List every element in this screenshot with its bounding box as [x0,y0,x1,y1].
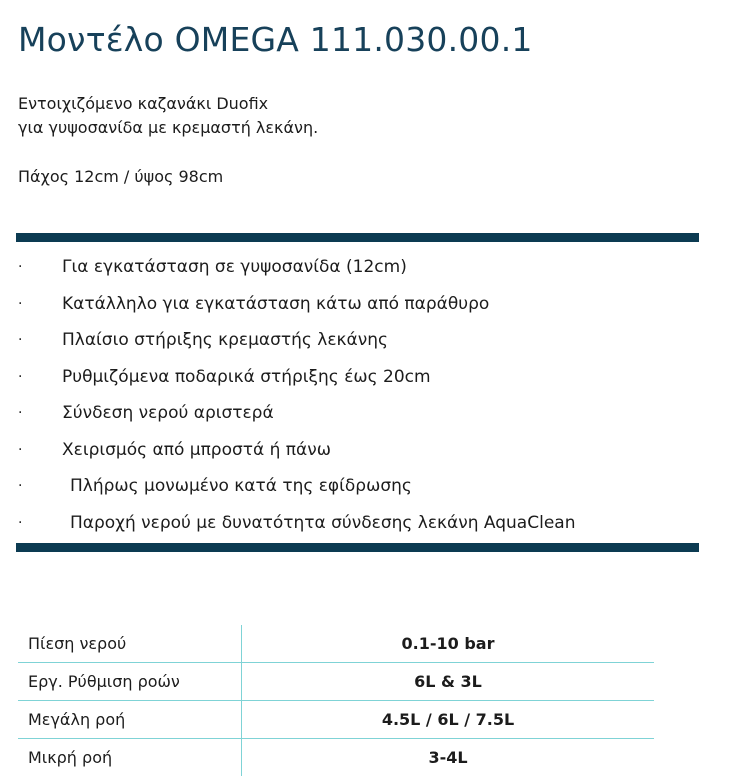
product-description [18,92,318,140]
table-row [18,663,654,701]
spec-value: 3-4L [242,739,655,776]
bullet-icon: · [18,368,23,385]
feature-item [16,511,706,548]
feature-text: Παροχή νερού με δυνατότητα σύνδεσης λεκάνη AquaClean [70,512,576,533]
spec-value: 0.1-10 bar [242,625,655,663]
feature-text: Για εγκατάσταση σε γυψοσανίδα (12cm) [62,257,407,277]
feature-text: Ρυθμιζόμενα ποδαρικά στήριξης έως 20cm [62,366,431,387]
feature-item [16,401,706,438]
feature-text: Πλήρως μονωμένο κατά της εφίδρωσης [70,476,412,496]
feature-text: Πλαίσιο στήριξης κρεμαστής λεκάνης [62,330,389,350]
bullet-icon: · [18,405,23,421]
feature-item [16,255,706,292]
feature-item [16,438,706,475]
table-row [18,625,654,663]
product-dimensions: Πάχος 12cm / ύψος 98cm [18,167,224,186]
bullet-icon: · [18,441,23,458]
divider-bottom [16,543,699,552]
feature-item [16,328,706,365]
feature-text: Σύνδεση νερού αριστερά [62,403,274,423]
table-row [18,701,654,739]
feature-list [16,255,706,547]
bullet-icon: · [18,514,23,531]
bullet-icon: · [18,295,23,312]
spec-label: Πίεση νερού [18,625,242,663]
feature-text: Χειρισμός από μπροστά ή πάνω [62,439,331,460]
spec-value: 4.5L / 6L / 7.5L [242,701,655,739]
spec-label: Εργ. Ρύθμιση ροών [18,663,242,701]
description-line-1: Εντοιχιζόμενο καζανάκι Duofix [18,94,269,113]
feature-item [16,365,706,402]
feature-item [16,474,706,511]
table-row [18,739,654,776]
spec-table [18,625,654,776]
spec-value: 6L & 3L [242,663,655,701]
bullet-icon: · [18,259,23,275]
page-title: Μοντέλο OMEGA 111.030.00.1 [18,20,533,59]
feature-text: Κατάλληλο για εγκατάσταση κάτω από παράθυρο [62,293,490,314]
description-line-2: για γυψοσανίδα με κρεμαστή λεκάνη. [18,118,319,137]
bullet-icon: · [18,332,23,348]
spec-label: Μεγάλη ροή [18,701,242,739]
divider-top [16,233,699,242]
spec-label: Μικρή ροή [28,748,113,767]
feature-item [16,292,706,329]
bullet-icon: · [18,478,23,494]
